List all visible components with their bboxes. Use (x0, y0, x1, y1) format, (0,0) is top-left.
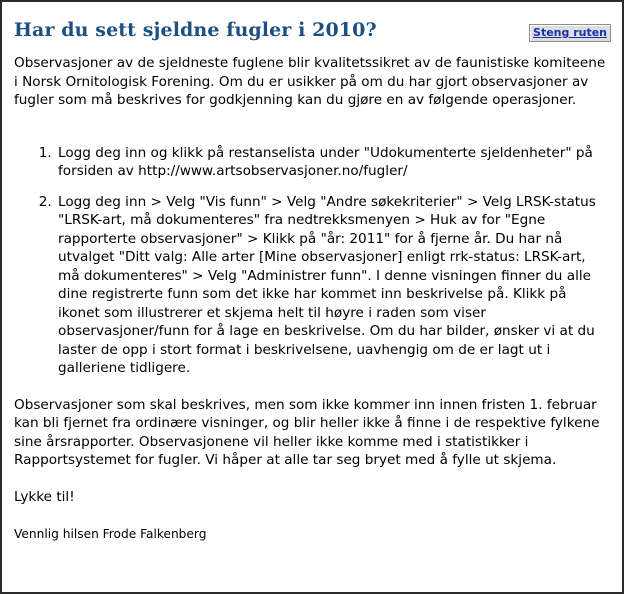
steps-list (14, 144, 610, 378)
dialog-title: Har du sett sjeldne fugler i 2010? (14, 19, 377, 41)
list-item: 2. Logg deg inn > Velg "Vis funn" > Velg "Andre søkekriterier" > Velg LRSK-status "LRSK-art, må dokumenteres" fra nedtrekksmenyen > Huk av for "Egne rapporterte observasjoner" > Klikk på "år: 2011" for å fjerne år. Du har nå utvalget "Ditt valg: Alle arter [Mine observasjoner] enligt rrk-status: LRSK-art, må dokumenteres" > Velg "Administrer funn". I denne visningen finner du alle dine registrerte funn som det ikke har kommet inn beskrivelse på. Klikk på ikonet som illustrerer et skjema helt til høyre i raden som viser observasjoner/funn for å lage en beskrivelse. Om du har bilder, ønsker vi at du laster de opp i stort format i beskrivelsene, uavhengig om de er lagt ut i galleriene tidligere. (56, 193, 610, 378)
greeting: Lykke til! (14, 488, 75, 505)
signature: Vennlig hilsen Frode Falkenberg (14, 527, 207, 541)
intro-paragraph: Observasjoner av de sjeldneste fuglene blir kvalitetssikret av de faunistiske komiteene i Norsk Ornitologisk Forening. Om du er usikker på om du har gjort observasjoner av fugler som må beskrives for godkjenning kan du gjøre en av følgende operasjoner. (14, 55, 606, 108)
dialog-content (14, 54, 610, 542)
close-button[interactable]: Steng ruten (529, 24, 611, 42)
list-item: 1. Logg deg inn og klikk på restanselista under "Udokumenterte sjeldenheter" på forsiden av http://www.artsobservasjoner.no/fugler/ (56, 144, 610, 181)
deadline-paragraph: Observasjoner som skal beskrives, men som ikke kommer inn innen fristen 1. februar kan bli fjernet fra ordinære visninger, og blir heller ikke å finne i de respektive fylkene sine årsrapporter. Observasjonene vil heller ikke komme med i statistikker i Rapportsystemet for fugler. Vi håper at alle tar seg bryet med å fylle ut skjema. (14, 396, 600, 468)
